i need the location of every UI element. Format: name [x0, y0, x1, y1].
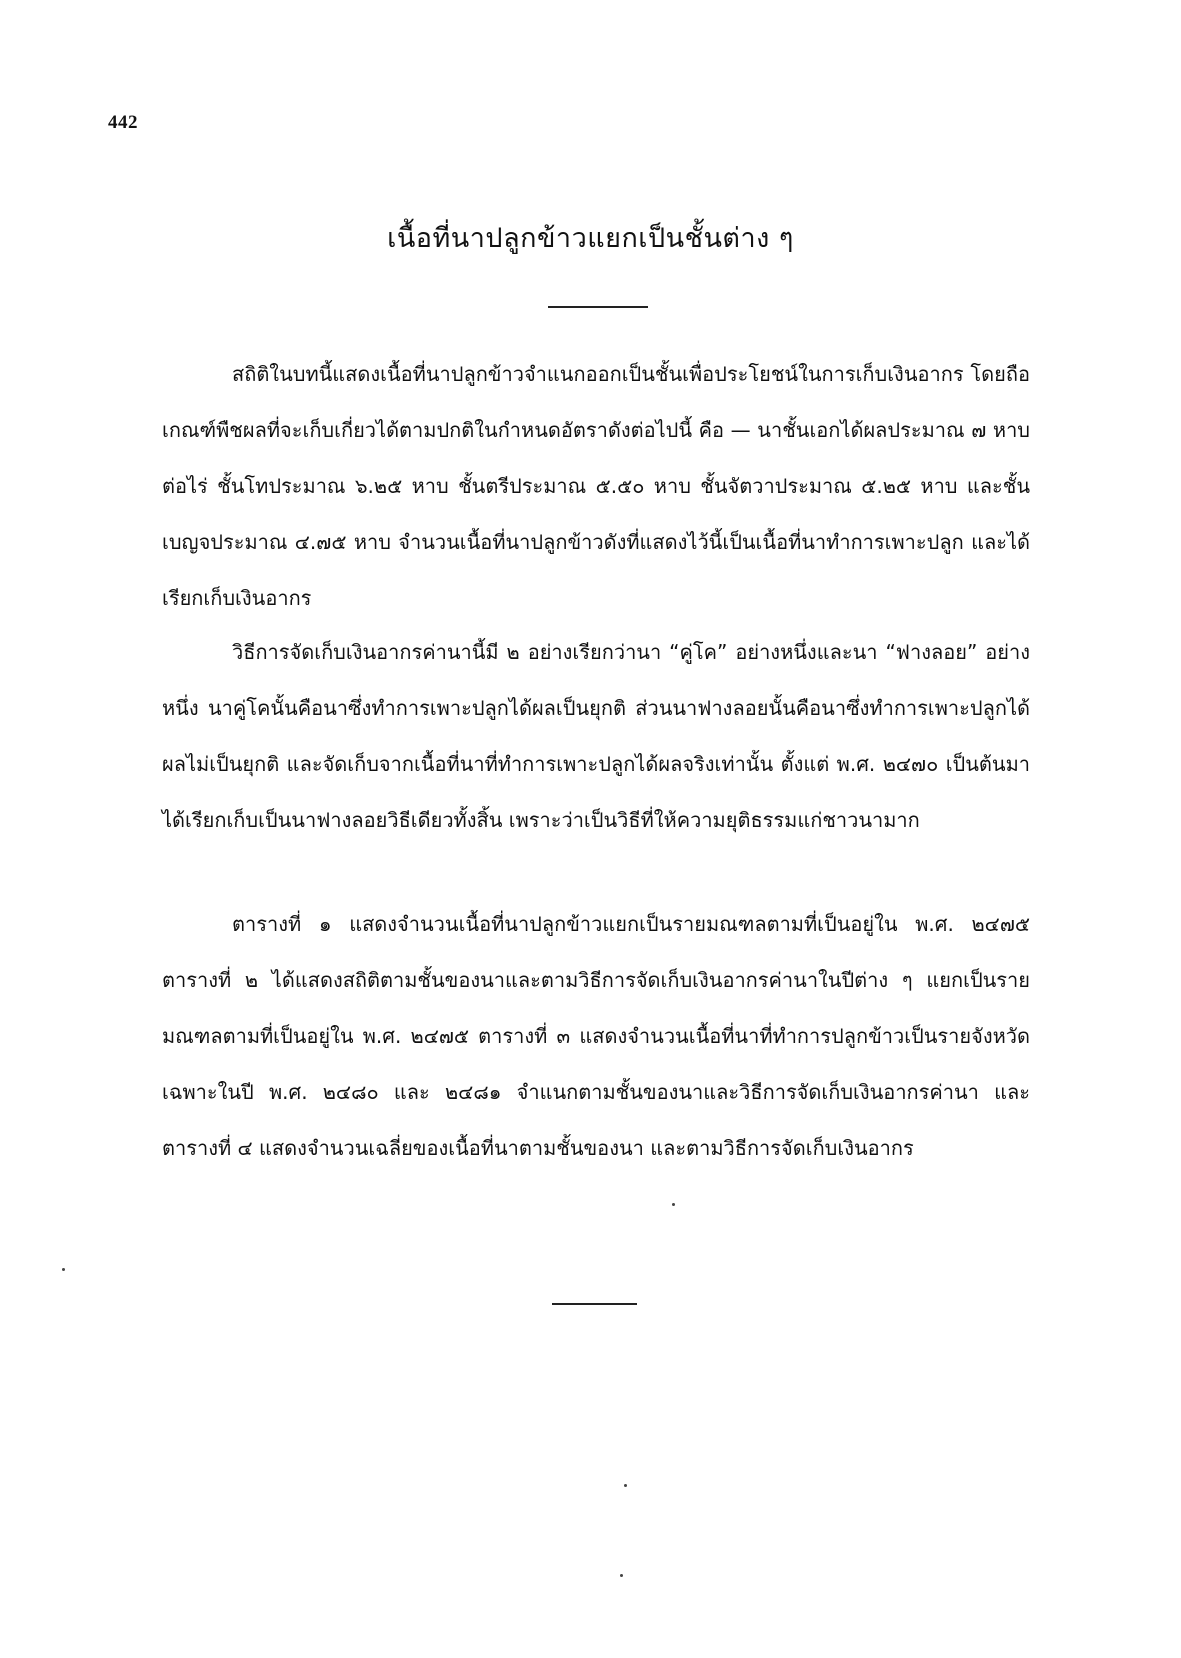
- scan-speck: [672, 1203, 675, 1206]
- divider-bottom: [552, 1303, 637, 1305]
- scan-speck: [620, 1574, 623, 1577]
- divider-top: [548, 306, 648, 308]
- paragraph-1: สถิติในบทนี้แสดงเนื้อที่นาปลูกข้าวจำแนกออกเป็นชั้นเพื่อประโยชน์ในการเก็บเงินอากร โดยถือเกณฑ์พืชผลที่จะเก็บเกี่ยวได้ตามปกติในกำหนดอัตราดังต่อไปนี้ คือ — นาชั้นเอกได้ผลประมาณ ๗ หาบต่อไร่ ชั้นโทประมาณ ๖.๒๕ หาบ ชั้นตรีประมาณ ๕.๕๐ หาบ ชั้นจัตวาประมาณ ๕.๒๕ หาบ และชั้นเบญจประมาณ ๔.๗๕ หาบ จำนวนเนื้อที่นาปลูกข้าวดังที่แสดงไว้นี้เป็นเนื้อที่นาทำการเพาะปลูก และได้เรียกเก็บเงินอากร: [162, 362, 1030, 610]
- scan-speck: [62, 1268, 65, 1271]
- page-title: เนื้อที่นาปลูกข้าวแยกเป็นชั้นต่าง ๆ: [387, 223, 794, 254]
- paragraph-2: วิธีการจัดเก็บเงินอากรค่านานี้มี ๒ อย่างเรียกว่านา “คู่โค” อย่างหนึ่งและนา “ฟางลอย” อย่างหนึ่ง นาคู่โคนั้นคือนาซึ่งทำการเพาะปลูกได้ผลเป็นยุกติ ส่วนนาฟางลอยนั้นคือนาซึ่งทำการเพาะปลูกได้ผลไม่เป็นยุกติ และจัดเก็บจากเนื้อที่นาที่ทำการเพาะปลูกได้ผลจริงเท่านั้น ตั้งแต่ พ.ศ. ๒๔๗๐ เป็นต้นมาได้เรียกเก็บเป็นนาฟางลอยวิธีเดียวทั้งสิ้น เพราะว่าเป็นวิธีที่ให้ความยุติธรรมแก่ชาวนามาก: [162, 640, 1030, 832]
- scan-speck: [624, 1484, 627, 1487]
- page-number: 442: [108, 112, 138, 133]
- paragraph-3: ตารางที่ ๑ แสดงจำนวนเนื้อที่นาปลูกข้าวแยกเป็นรายมณฑลตามที่เป็นอยู่ใน พ.ศ. ๒๔๗๕ ตารางที่ ๒ ได้แสดงสถิติตามชั้นของนาและตามวิธีการจัดเก็บเงินอากรค่านาในปีต่าง ๆ แยกเป็นรายมณฑลตามที่เป็นอยู่ใน พ.ศ. ๒๔๗๕ ตารางที่ ๓ แสดงจำนวนเนื้อที่นาที่ทำการปลูกข้าวเป็นรายจังหวัดเฉพาะในปี พ.ศ. ๒๔๘๐ และ ๒๔๘๑ จำแนกตามชั้นของนาและวิธีการจัดเก็บเงินอากรค่านา และตารางที่ ๔ แสดงจำนวนเฉลี่ยของเนื้อที่นาตามชั้นของนา และตามวิธีการจัดเก็บเงินอากร: [162, 912, 1030, 1160]
